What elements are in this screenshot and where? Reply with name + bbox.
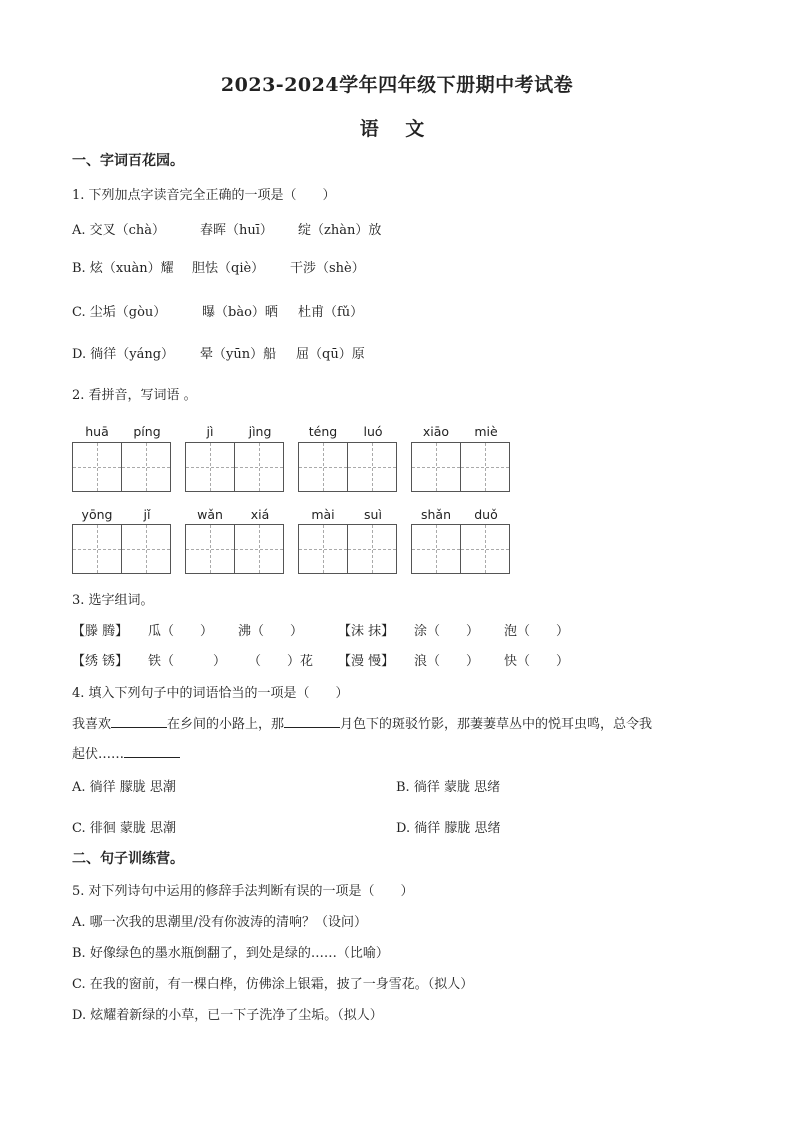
pinyin: jǐ xyxy=(143,507,151,522)
q1-c-item1: C. 尘垢（gòu） xyxy=(72,305,167,320)
q4-option-c: C. 徘徊 蒙胧 思潮 xyxy=(72,821,177,836)
q5-option-c: C. 在我的窗前，有一棵白桦，仿佛涂上银霜，披了一身雪花。（拟人） xyxy=(72,977,474,992)
pinyin-pair xyxy=(185,424,285,440)
writing-cell[interactable] xyxy=(461,524,510,574)
q3-blank: 铁（ ） xyxy=(148,654,227,669)
q4-text-part: 月色下的斑驳竹影，那萋萋草丛中的悦耳虫鸣，总令我 xyxy=(340,717,653,732)
pinyin: suì xyxy=(364,507,382,522)
q3-blank: 瓜（ ） xyxy=(148,624,214,639)
q1-a-item3: 绽（zhàn）放 xyxy=(298,223,382,238)
q1-a-item1: A. 交叉（chà） xyxy=(72,223,166,238)
section-heading-2: 二、句子训练营。 xyxy=(72,851,184,867)
subject-title: 语 文 xyxy=(359,118,435,140)
q4-sentence-cont xyxy=(72,743,180,762)
q1-b-item2: 胆怯（qiè） xyxy=(192,261,265,276)
q1-c-item2: 曝（bào）晒 xyxy=(202,305,278,320)
writing-cell[interactable] xyxy=(411,442,461,492)
q3-blank: 快（ ） xyxy=(504,654,570,669)
q1-c-item3: 杜甫（fǔ） xyxy=(298,305,364,320)
writing-grid[interactable] xyxy=(72,524,171,574)
section-heading-1: 一、字词百花园。 xyxy=(72,153,184,169)
q3-choice-group: 【沫 抹】 xyxy=(338,624,395,639)
writing-cell[interactable] xyxy=(235,524,284,574)
pinyin: mài xyxy=(311,507,335,522)
writing-grid[interactable] xyxy=(411,524,510,574)
q1-a-item2: 春晖（huī） xyxy=(200,223,273,238)
q3-blank: （ ）花 xyxy=(248,654,314,669)
pinyin-pair xyxy=(72,424,172,440)
pinyin: yōng xyxy=(81,507,113,522)
pinyin-pair xyxy=(72,507,172,523)
pinyin: miè xyxy=(474,424,498,439)
writing-cell[interactable] xyxy=(411,524,461,574)
pinyin: huā xyxy=(85,424,109,439)
pinyin: xiāo xyxy=(422,424,450,439)
writing-cell[interactable] xyxy=(461,442,510,492)
q1-b-item3: 干涉（shè） xyxy=(290,261,365,276)
fill-blank[interactable] xyxy=(124,744,180,758)
q3-choice-group: 【绣 锈】 xyxy=(72,654,129,669)
writing-grid[interactable] xyxy=(298,524,397,574)
pinyin: jì xyxy=(206,424,214,439)
pinyin-pair xyxy=(411,424,511,440)
q5-option-b: B. 好像绿色的墨水瓶倒翻了，到处是绿的……（比喻） xyxy=(72,946,389,961)
writing-grid[interactable] xyxy=(411,442,510,492)
q1-d-item3: 屈（qū）原 xyxy=(296,347,365,362)
pinyin: wǎn xyxy=(197,507,223,522)
pinyin: duǒ xyxy=(474,507,498,522)
writing-cell[interactable] xyxy=(72,524,122,574)
q3-blank: 泡（ ） xyxy=(504,624,570,639)
q4-text-part: 起伏…… xyxy=(72,747,125,762)
writing-cell[interactable] xyxy=(122,442,171,492)
writing-cell[interactable] xyxy=(185,442,235,492)
q4-stem: 4. 填入下列句子中的词语恰当的一项是（ ） xyxy=(72,686,349,701)
writing-cell[interactable] xyxy=(298,442,348,492)
pinyin-pair xyxy=(298,507,398,523)
fill-blank[interactable] xyxy=(111,714,167,728)
pinyin-pair xyxy=(411,507,511,523)
writing-cell[interactable] xyxy=(72,442,122,492)
q3-blank: 浪（ ） xyxy=(414,654,480,669)
q5-option-d: D. 炫耀着新绿的小草，已一下子洗净了尘垢。（拟人） xyxy=(72,1008,383,1023)
q4-text-part: 在乡间的小路上，那 xyxy=(167,717,285,732)
writing-grid[interactable] xyxy=(72,442,171,492)
pinyin-pair xyxy=(185,507,285,523)
q4-text-part: 我喜欢 xyxy=(72,717,112,732)
q5-option-a: A. 哪一次我的思潮里/没有你波涛的清响？（设问） xyxy=(72,915,368,930)
pinyin: téng xyxy=(308,424,338,439)
fill-blank[interactable] xyxy=(284,714,340,728)
writing-grid[interactable] xyxy=(185,524,284,574)
q5-stem: 5. 对下列诗句中运用的修辞手法判断有误的一项是（ ） xyxy=(72,884,414,899)
writing-cell[interactable] xyxy=(298,524,348,574)
writing-cell[interactable] xyxy=(235,442,284,492)
pinyin: shǎn xyxy=(420,507,452,522)
q1-d-item2: 晕（yūn）船 xyxy=(200,347,277,362)
q4-sentence xyxy=(72,713,652,732)
q2-stem: 2. 看拼音，写词语 。 xyxy=(72,388,197,403)
q4-option-b: B. 徜徉 蒙胧 思绪 xyxy=(396,780,501,795)
q1-d-item1: D. 徜徉（yáng） xyxy=(72,347,175,362)
writing-grid[interactable] xyxy=(185,442,284,492)
q4-option-d: D. 徜徉 朦胧 思绪 xyxy=(396,821,501,836)
writing-cell[interactable] xyxy=(185,524,235,574)
q3-blank: 沸（ ） xyxy=(238,624,304,639)
q1-b-item1: B. 炫（xuàn）耀 xyxy=(72,261,174,276)
q4-option-a: A. 徜徉 朦胧 思潮 xyxy=(72,780,176,795)
pinyin: luó xyxy=(363,424,383,439)
q3-choice-group: 【漫 慢】 xyxy=(338,654,395,669)
exam-title: 2023-2024学年四年级下册期中考试卷 xyxy=(220,74,574,96)
writing-cell[interactable] xyxy=(348,524,397,574)
q3-choice-group: 【滕 腾】 xyxy=(72,624,129,639)
writing-cell[interactable] xyxy=(122,524,171,574)
pinyin: xiá xyxy=(250,507,270,522)
writing-cell[interactable] xyxy=(348,442,397,492)
q3-blank: 涂（ ） xyxy=(414,624,480,639)
pinyin: jìng xyxy=(248,424,272,439)
q3-stem: 3. 选字组词。 xyxy=(72,593,154,608)
pinyin: píng xyxy=(133,424,161,439)
pinyin-pair xyxy=(298,424,398,440)
q1-stem: 1. 下列加点字读音完全正确的一项是（ ） xyxy=(72,188,336,203)
writing-grid[interactable] xyxy=(298,442,397,492)
